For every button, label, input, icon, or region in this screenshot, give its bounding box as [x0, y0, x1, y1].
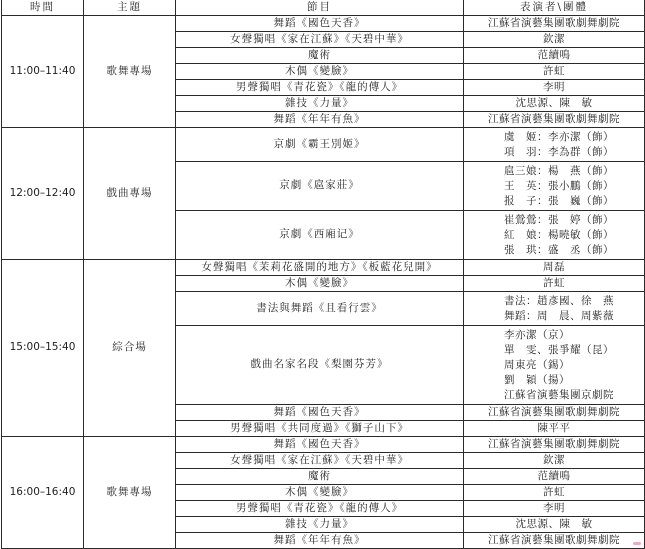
- program-name: 舞蹈《國色天香》: [176, 16, 464, 32]
- performer-line: 劉 穎（揚）: [504, 373, 570, 386]
- performer-line: 舞蹈：周 晨、周紫薇: [504, 309, 614, 322]
- program-name: 木偶《變臉》: [176, 276, 464, 292]
- performer-cell: [464, 80, 645, 96]
- session-theme: 歌舞專場: [84, 437, 176, 549]
- performer-line: 李明: [543, 81, 565, 93]
- program-name: 木偶《變臉》: [176, 485, 464, 501]
- header-performer: 表演者\團體: [464, 0, 645, 16]
- program-name: 雜技《力量》: [176, 96, 464, 112]
- program-name: 男聲獨唱《青花瓷》《龍的傳人》: [176, 501, 464, 517]
- program-name: 戲曲名家名段《梨園芬芳》: [176, 326, 464, 405]
- performer-line: 江蘇省演藝集團歌劇舞劇院: [488, 534, 620, 546]
- program-name: 女聲獨唱《茉莉花盛開的地方》《板藍花兒開》: [176, 260, 464, 276]
- performer-line: 报 子：張 巍（飾）: [504, 194, 614, 207]
- performer-line: 江蘇省演藝集團歌劇舞劇院: [488, 113, 620, 125]
- program-name: 京劇《扈家莊》: [176, 162, 464, 211]
- program-name: 雜技《力量》: [176, 517, 464, 533]
- session-theme: 綜合場: [84, 260, 176, 437]
- performer-line: 范續鳴: [537, 470, 571, 482]
- schedule-row: [2, 128, 645, 162]
- program-name: 京劇《霸王別姬》: [176, 128, 464, 162]
- program-name: 舞蹈《年年有魚》: [176, 112, 464, 128]
- performer-cell: [464, 485, 645, 501]
- program-name: 木偶《變臉》: [176, 64, 464, 80]
- program-name: 舞蹈《國色天香》: [176, 437, 464, 453]
- performer-line: 崔鶯鶯：張 婷（飾）: [504, 213, 614, 226]
- schedule-row: [2, 16, 645, 32]
- performer-line: 周磊: [543, 261, 565, 273]
- performer-cell: [464, 469, 645, 485]
- performer-line: 虞 姬：李亦潔（飾）: [504, 130, 614, 143]
- program-name: 男聲獨唱《青花瓷》《龍的傳人》: [176, 80, 464, 96]
- performer-line: 周東亮（錫）: [504, 358, 570, 371]
- performer-cell: [464, 326, 645, 405]
- schedule-row: [2, 260, 645, 276]
- performer-cell: [464, 405, 645, 421]
- performer-line: 欽潔: [543, 33, 565, 45]
- performer-line: 沈思源、陳 敏: [515, 518, 593, 530]
- performer-cell: [464, 128, 645, 162]
- schedule-row: [2, 437, 645, 453]
- performer-cell: [464, 292, 645, 326]
- performer-line: 紅 娘：楊曉敏（飾）: [504, 228, 614, 241]
- program-name: 京劇《西廂记》: [176, 211, 464, 260]
- performer-cell: [464, 64, 645, 80]
- performer-cell: [464, 276, 645, 292]
- performer-line: 王 英：張小鵬（飾）: [504, 179, 614, 192]
- schedule-table: [1, 0, 645, 549]
- performer-line: 項 羽：李為群（飾）: [504, 145, 614, 158]
- performer-cell: [464, 501, 645, 517]
- performer-cell: [464, 260, 645, 276]
- time-slot: 12:00–12:40: [2, 128, 84, 260]
- performer-line: 許虹: [543, 486, 565, 498]
- header-theme: 主題: [84, 0, 176, 16]
- performer-cell: [464, 162, 645, 211]
- header-item: 節目: [176, 0, 464, 16]
- program-name: 女聲獨唱《家在江蘇》《天碧中華》: [176, 453, 464, 469]
- performer-line: 江蘇省演藝集團京劇院: [504, 388, 614, 401]
- performer-line: 沈思源、陳 敏: [515, 97, 593, 109]
- session-theme: 歌舞專場: [84, 16, 176, 128]
- performer-line: 李亦潔（京）: [504, 328, 570, 341]
- performer-line: 江蘇省演藝集團歌劇舞劇院: [488, 17, 620, 29]
- performer-cell: [464, 211, 645, 260]
- performer-line: 范續鳴: [537, 49, 571, 61]
- performer-line: 扈三娘：楊 燕（飾）: [504, 164, 614, 177]
- performer-line: 陳平平: [537, 422, 571, 434]
- program-name: 女聲獨唱《家在江蘇》《天碧中華》: [176, 32, 464, 48]
- program-name: 魔術: [176, 48, 464, 64]
- corner-mark: [633, 542, 641, 545]
- schedule-body: [2, 16, 645, 549]
- program-name: 魔術: [176, 469, 464, 485]
- performer-cell: [464, 48, 645, 64]
- performer-line: 江蘇省演藝集團歌劇舞劇院: [488, 438, 620, 450]
- performer-cell: [464, 112, 645, 128]
- performer-cell: [464, 16, 645, 32]
- session-theme: 戲曲專場: [84, 128, 176, 260]
- time-slot: 16:00–16:40: [2, 437, 84, 549]
- performer-cell: [464, 533, 645, 549]
- performer-line: 張 珙：盛 丞（飾）: [504, 243, 614, 256]
- program-name: 舞蹈《年年有魚》: [176, 533, 464, 549]
- program-name: 舞蹈《國色天香》: [176, 405, 464, 421]
- time-slot: 11:00–11:40: [2, 16, 84, 128]
- performer-cell: [464, 453, 645, 469]
- performer-line: 李明: [543, 502, 565, 514]
- program-name: 書法與舞蹈《且看行雲》: [176, 292, 464, 326]
- performer-line: 許虹: [543, 65, 565, 77]
- performer-cell: [464, 96, 645, 112]
- header-row: [2, 0, 645, 16]
- header-time: 時間: [2, 0, 84, 16]
- time-slot: 15:00–15:40: [2, 260, 84, 437]
- performer-cell: [464, 437, 645, 453]
- performer-line: 欽潔: [543, 454, 565, 466]
- performer-line: 江蘇省演藝集團歌劇舞劇院: [488, 406, 620, 418]
- performer-cell: [464, 32, 645, 48]
- performer-line: 許虹: [543, 277, 565, 289]
- performer-line: 單 雯、張爭耀（昆）: [504, 343, 614, 356]
- performer-line: 書法：趙彥國、徐 燕: [504, 294, 614, 307]
- performer-cell: [464, 421, 645, 437]
- performer-cell: [464, 517, 645, 533]
- program-name: 男聲獨唱《共同度過》《獅子山下》: [176, 421, 464, 437]
